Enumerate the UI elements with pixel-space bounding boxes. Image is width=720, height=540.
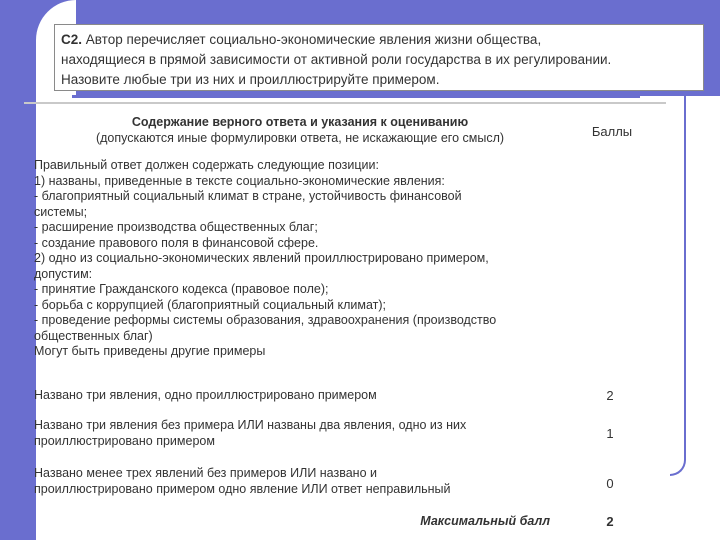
max-score-label: Максимальный балл: [420, 514, 550, 528]
question-number: C2.: [61, 32, 83, 47]
criterion-score-2: 2: [606, 388, 614, 403]
answer-line: - проведение реформы системы образования, здравоохранения (производство: [34, 313, 497, 327]
table-header-score: Баллы: [591, 124, 633, 139]
answer-line: - борьба с коррупцией (благоприятный социальный климат);: [34, 297, 387, 312]
question-line-1: C2. Автор перечисляет социально-экономические явления жизни общества,: [61, 32, 542, 47]
criterion-score-0: 0: [606, 476, 614, 491]
answer-line: Могут быть приведены другие примеры: [34, 344, 266, 358]
answer-line: Правильный ответ должен содержать следующие позиции:: [34, 158, 379, 172]
max-score-value: 2: [606, 514, 614, 529]
criterion-score-1: 1: [606, 426, 614, 441]
question-line-3: Назовите любые три из них и проиллюстрируйте примером.: [61, 72, 440, 87]
criterion-row-2: [34, 388, 574, 404]
left-accent-bar: [0, 0, 36, 540]
criterion-text: Названо три явления, одно проиллюстрировано примером: [34, 388, 377, 402]
table-header: [40, 114, 560, 146]
answer-line: 1) названы, приведенные в тексте социально-экономические явления:: [34, 173, 445, 188]
answer-line: - создание правового поля в финансовой сфере.: [34, 235, 319, 250]
answer-line: - благоприятный социальный климат в стране, устойчивость финансовой: [34, 189, 462, 203]
table-header-subtitle: (допускаются иные формулировки ответа, не искажающие его смысл): [95, 131, 505, 145]
answer-line: - принятие Гражданского кодекса (правовое поле);: [34, 282, 329, 296]
answer-content: [34, 158, 574, 360]
accent-underline: [72, 95, 640, 98]
answer-line: системы;: [34, 204, 88, 219]
answer-line: общественных благ): [34, 328, 153, 343]
answer-line: - расширение производства общественных благ;: [34, 220, 318, 234]
answer-line: допустим:: [34, 266, 93, 281]
table-header-title: Содержание верного ответа и указания к оцениванию: [131, 115, 469, 129]
criterion-text: Названо три явления без примера ИЛИ названы два явления, одно из них: [34, 418, 467, 432]
question-line-2: находящиеся в прямой зависимости от активной роли государства в их регулировании.: [61, 52, 612, 67]
answer-line: 2) одно из социально-экономических явлений проиллюстрировано примером,: [34, 251, 489, 265]
criterion-row-1: [34, 418, 574, 449]
criterion-text: проиллюстрировано примером одно явление ИЛИ ответ неправильный: [34, 481, 451, 496]
right-accent-bracket: [670, 96, 686, 476]
criterion-text: проиллюстрировано примером: [34, 433, 215, 448]
criterion-row-0: [34, 466, 574, 497]
divider-line: [24, 102, 666, 104]
criterion-text: Названо менее трех явлений без примеров ИЛИ названо и: [34, 466, 377, 480]
question-box: [54, 24, 704, 91]
